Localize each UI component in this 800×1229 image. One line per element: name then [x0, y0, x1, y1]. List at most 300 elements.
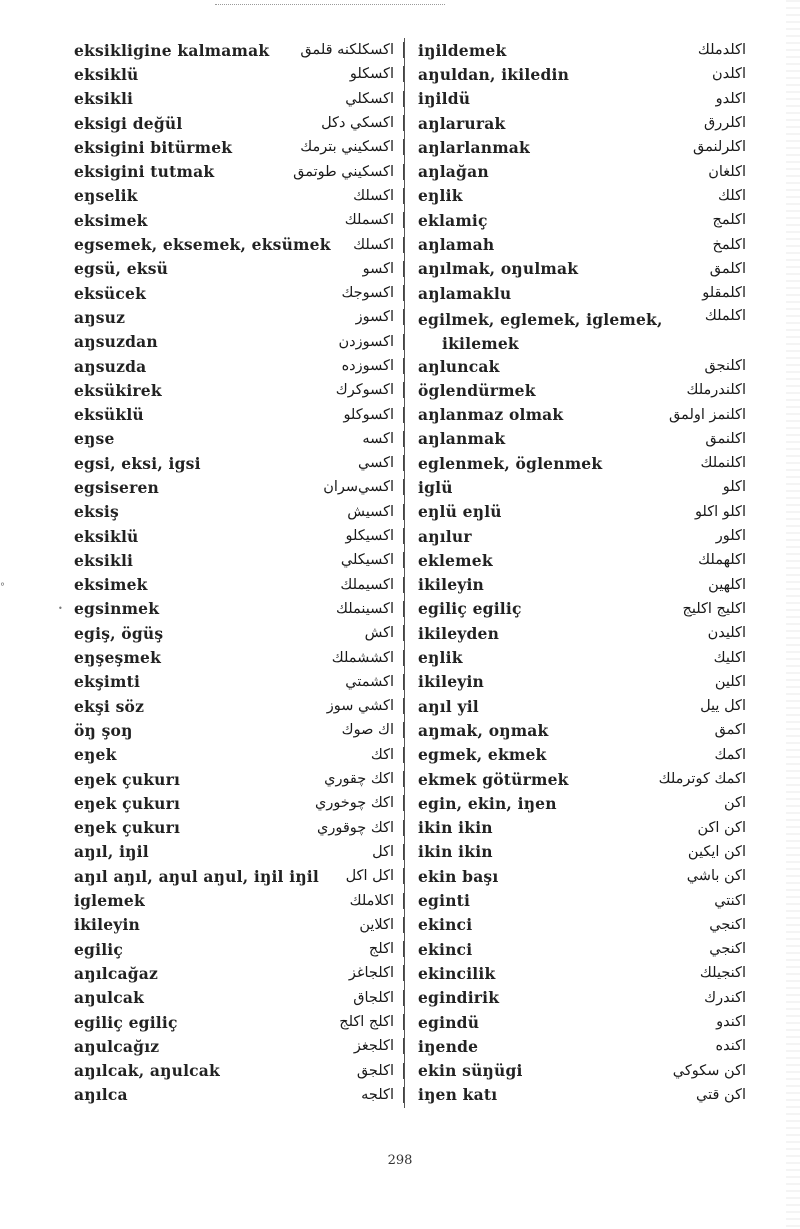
- entry-latin-headword: [74, 891, 145, 910]
- dictionary-entry: [74, 1083, 404, 1107]
- dictionary-entry: [418, 184, 754, 208]
- entry-arabic-script: اكسلك: [353, 237, 404, 253]
- dictionary-entry: [74, 1058, 404, 1082]
- entry-arabic-script: اكليج اكليج: [682, 600, 746, 617]
- dictionary-entry: [74, 451, 404, 475]
- entry-latin-text: aŋılur: [418, 526, 472, 546]
- entry-arabic-script: اكن قتي: [696, 1086, 746, 1103]
- entry-latin-text: eksükirek: [74, 380, 162, 400]
- dictionary-entry: [74, 961, 404, 985]
- entry-latin-text: eŋek çukurı: [74, 769, 181, 789]
- entry-arabic-script: اكلجغز: [354, 1038, 404, 1054]
- entry-latin-headword: [418, 624, 499, 643]
- entry-latin-headword: [74, 1061, 220, 1080]
- entry-latin-headword: [418, 502, 502, 521]
- entry-latin-headword: [74, 65, 139, 84]
- entry-latin-headword: [418, 988, 499, 1007]
- dictionary-entry: [74, 232, 404, 256]
- entry-latin-text: aŋılcağaz: [74, 963, 159, 983]
- dictionary-entry: [74, 208, 404, 232]
- entry-arabic-script: اكلدملك: [697, 42, 746, 59]
- entry-latin-text: eŋek çukurı: [74, 793, 181, 813]
- entry-latin-text: iŋildemek: [418, 40, 507, 60]
- dictionary-entry: [418, 864, 754, 888]
- dictionary-entry: [74, 986, 404, 1010]
- dictionary-entry: [74, 330, 404, 354]
- dictionary-entry: [74, 743, 404, 767]
- dictionary-entry: [418, 913, 754, 937]
- entry-latin-headword: [418, 429, 505, 448]
- dictionary-entry: [418, 451, 754, 475]
- entry-arabic-script: اكلدن: [712, 66, 746, 83]
- entry-latin-headword: [418, 65, 569, 84]
- dictionary-entry: [74, 281, 404, 305]
- dictionary-entry: [74, 135, 404, 159]
- dictionary-entry: [74, 791, 404, 815]
- entry-arabic-script: اكك چقوري: [324, 771, 404, 787]
- entry-latin-headword: [418, 405, 563, 424]
- entry-latin-headword: [418, 1085, 497, 1104]
- entry-latin-headword: [74, 745, 117, 764]
- entry-latin-headword: [418, 891, 470, 910]
- entry-latin-text: eksikli: [74, 89, 134, 109]
- entry-latin-text: ikin ikin: [418, 818, 493, 838]
- entry-latin-headword: [74, 114, 182, 133]
- dictionary-entry: [418, 767, 754, 791]
- entry-latin-text: ikileyden: [418, 623, 500, 643]
- entry-arabic-script: اكسوجك: [341, 285, 404, 301]
- entry-latin-text: aŋılmak, oŋulmak: [418, 259, 579, 279]
- entry-arabic-script: اكن سكوكي: [672, 1062, 746, 1079]
- entry-latin-headword: [74, 138, 232, 157]
- dictionary-entry: [74, 184, 404, 208]
- entry-arabic-script: اكنجيلك: [699, 965, 746, 982]
- entry-latin-text: eksikligine kalmamak: [74, 40, 270, 60]
- entry-latin-text: iglü: [418, 477, 453, 497]
- dictionary-entry: [418, 937, 754, 961]
- entry-latin-headword: [418, 211, 488, 230]
- entry-latin-text: ekin başı: [418, 866, 499, 886]
- entry-latin-text: aŋsuzda: [74, 356, 147, 376]
- dictionary-entry: [418, 597, 754, 621]
- entry-latin-headword: [418, 745, 547, 764]
- entry-arabic-script: اكسو: [363, 261, 404, 277]
- dictionary-entry: [418, 305, 754, 354]
- entry-latin-headword: [418, 551, 493, 570]
- entry-latin-text: eksigini bitürmek: [74, 137, 233, 157]
- entry-arabic-script: اكل: [372, 844, 404, 860]
- dictionary-entry: [418, 694, 754, 718]
- entry-latin-text: iŋen katı: [418, 1085, 498, 1105]
- entry-arabic-script: اكك: [371, 747, 404, 763]
- entry-latin-text: egiliç egiliç: [74, 1012, 178, 1032]
- entry-latin-headword: [418, 235, 494, 254]
- entry-latin-continuation: ikilemek: [442, 334, 519, 354]
- entry-arabic-script: اكسكلكنه قلمق: [300, 42, 404, 58]
- entry-latin-text: eksiklü: [74, 526, 139, 546]
- entry-latin-text: eksikli: [74, 550, 134, 570]
- entry-latin-text: eksigi değül: [74, 113, 183, 133]
- entry-arabic-script: اكسكلي: [345, 91, 404, 107]
- entry-latin-text: ikin ikin: [418, 842, 493, 862]
- entry-arabic-script: اكلين: [714, 673, 746, 690]
- entry-latin-headword: [74, 940, 123, 959]
- entry-latin-headword: [74, 672, 140, 691]
- entry-latin-headword: [418, 138, 530, 157]
- entry-latin-text: eginti: [418, 891, 471, 911]
- entry-latin-headword: [74, 697, 144, 716]
- dictionary-entry: [418, 961, 754, 985]
- dictionary-entry: [74, 159, 404, 183]
- entry-latin-headword: [418, 697, 479, 716]
- entry-latin-text: aŋılca: [74, 1085, 128, 1105]
- dictionary-entry: [418, 38, 754, 62]
- entry-arabic-script: اكلمق: [709, 260, 746, 277]
- entry-latin-text: eksüklü: [74, 405, 144, 425]
- entry-latin-headword: [74, 502, 119, 521]
- entry-latin-headword: [418, 41, 506, 60]
- entry-latin-text: aŋlanmak: [418, 429, 506, 449]
- entry-latin-text: egsü, eksü: [74, 259, 169, 279]
- dictionary-entry: [418, 427, 754, 451]
- entry-arabic-script: اكل اكل: [346, 868, 404, 884]
- scan-edge-noise: [786, 0, 800, 1229]
- entry-arabic-script: اكسوزده: [342, 358, 404, 374]
- entry-latin-headword: [418, 284, 511, 303]
- entry-latin-headword: [418, 1061, 523, 1080]
- dictionary-entry: [74, 354, 404, 378]
- entry-latin-headword: [418, 454, 602, 473]
- entry-arabic-script: اكنجي: [709, 916, 746, 933]
- dictionary-entry: [74, 670, 404, 694]
- entry-arabic-script: اكسيكلو: [345, 528, 404, 544]
- entry-latin-headword: [74, 162, 214, 181]
- entry-latin-headword: [74, 988, 144, 1007]
- entry-latin-text: ekşimti: [74, 672, 141, 692]
- dictionary-entry: [74, 888, 404, 912]
- entry-latin-text: eŋlik: [418, 648, 463, 668]
- entry-latin-text: eŋse: [74, 429, 115, 449]
- entry-latin-text: aŋıl, iŋil: [74, 842, 149, 862]
- entry-arabic-script: اكلمخ: [712, 236, 746, 253]
- entry-latin-headword: [74, 721, 133, 740]
- entry-latin-headword: [418, 599, 522, 618]
- entry-arabic-script: اكمك كوترملك: [658, 771, 746, 788]
- entry-latin-headword: [418, 672, 484, 691]
- entry-latin-text: aŋulcak: [74, 988, 145, 1008]
- entry-latin-text: aŋıl aŋıl, aŋul aŋul, iŋil iŋil: [74, 866, 319, 886]
- entry-latin-headword: [74, 332, 158, 351]
- entry-latin-text: aŋulcağız: [74, 1036, 160, 1056]
- entry-arabic-script: اكلنمق: [705, 430, 746, 447]
- entry-latin-headword: [418, 842, 493, 861]
- entry-arabic-script: اكلمج: [712, 212, 746, 229]
- entry-latin-headword: [418, 964, 495, 983]
- entry-arabic-script: اكلج: [369, 941, 404, 957]
- entry-latin-text: ekincilik: [418, 963, 496, 983]
- entry-latin-text: ikileyin: [418, 672, 485, 692]
- column-divider: [404, 38, 405, 1108]
- entry-latin-text: ekin süŋügi: [418, 1061, 523, 1081]
- entry-arabic-script: اكلج اكلج: [339, 1014, 404, 1030]
- dictionary-entry: [418, 1083, 754, 1107]
- entry-latin-text: aŋlamah: [418, 235, 495, 255]
- dictionary-entry: [418, 816, 754, 840]
- entry-latin-headword: [74, 648, 161, 667]
- entry-latin-headword: [74, 575, 148, 594]
- entry-latin-headword: [418, 818, 493, 837]
- entry-arabic-script: اكسكلو: [350, 66, 404, 82]
- entry-arabic-script: اكلررق: [704, 115, 746, 132]
- entry-arabic-script: اكك چوقوري: [317, 820, 404, 836]
- entry-arabic-script: اكن ايكين: [687, 843, 746, 860]
- entry-latin-text: eklemek: [418, 550, 493, 570]
- entry-latin-text: eŋlü eŋlü: [418, 502, 502, 522]
- entry-latin-headword: [418, 915, 472, 934]
- entry-latin-headword: [418, 114, 505, 133]
- dictionary-entry: [418, 670, 754, 694]
- entry-latin-text: aŋluncak: [418, 356, 500, 376]
- entry-arabic-script: اكسيش: [347, 504, 404, 520]
- dictionary-entry: [418, 281, 754, 305]
- entry-latin-headword: [418, 867, 498, 886]
- entry-latin-headword: [74, 454, 201, 473]
- entry-arabic-script: اكلنجق: [704, 358, 746, 374]
- entry-latin-headword: [74, 89, 133, 108]
- dictionary-entry: [74, 427, 404, 451]
- entry-arabic-script: اكلنمز اولمق: [668, 406, 746, 423]
- entry-arabic-script: اكسكي دكل: [321, 115, 404, 131]
- entry-latin-text: egindü: [418, 1012, 480, 1032]
- entry-latin-text: egiş, ögüş: [74, 623, 164, 643]
- entry-latin-text: aŋılcak, aŋulcak: [74, 1061, 220, 1081]
- entry-arabic-script: اكلجه: [361, 1087, 404, 1103]
- entry-arabic-script: اكلهين: [708, 576, 746, 593]
- dictionary-entry: [418, 135, 754, 159]
- entry-latin-text: eksücek: [74, 283, 147, 303]
- entry-latin-headword: [74, 1085, 128, 1104]
- entry-arabic-script: اكندو: [716, 1014, 746, 1031]
- entry-latin-headword: [418, 1037, 478, 1056]
- entry-arabic-script: اكسي‌سران: [323, 479, 404, 495]
- dictionary-entry: [418, 232, 754, 256]
- dictionary-entry: [74, 767, 404, 791]
- entry-arabic-script: اكلو اكلو: [694, 503, 746, 520]
- entry-latin-text: iglemek: [74, 891, 145, 911]
- entry-latin-headword: [74, 41, 269, 60]
- entry-latin-text: eksimek: [74, 210, 148, 230]
- entry-arabic-script: اكلندرملك: [686, 382, 746, 399]
- entry-latin-headword: [418, 162, 489, 181]
- entry-latin-headword: [74, 599, 159, 618]
- entry-latin-headword: [418, 357, 500, 376]
- entry-latin-headword: [74, 818, 180, 837]
- entry-latin-headword: [418, 1013, 479, 1032]
- entry-latin-text: aŋlamaklu: [418, 283, 512, 303]
- dictionary-entry: [74, 305, 404, 329]
- entry-arabic-script: اكليك: [713, 649, 746, 666]
- entry-arabic-script: اكشمتي: [345, 674, 404, 690]
- entry-arabic-script: اكسوزدن: [339, 334, 404, 350]
- entry-arabic-script: اكسينملك: [336, 601, 404, 617]
- dictionary-entry: [418, 475, 754, 499]
- dictionary-entry: [74, 645, 404, 669]
- dictionary-entry: [74, 816, 404, 840]
- dictionary-entry: [418, 87, 754, 111]
- entry-latin-headword: [418, 794, 557, 813]
- dictionary-entry: [74, 475, 404, 499]
- entry-latin-text: egsemek, eksemek, eksümek: [74, 235, 331, 255]
- left-dictionary-column: [74, 38, 404, 1107]
- dictionary-entry: [418, 402, 754, 426]
- page-number: 298: [387, 1153, 413, 1168]
- entry-latin-text: ikileyin: [74, 915, 141, 935]
- dictionary-entry: [74, 87, 404, 111]
- dictionary-entry: [418, 1034, 754, 1058]
- entry-latin-text: iŋende: [418, 1036, 479, 1056]
- entry-latin-headword: [418, 89, 470, 108]
- dictionary-entry: [74, 62, 404, 86]
- dictionary-entry: [418, 621, 754, 645]
- entry-latin-headword: [418, 478, 453, 497]
- entry-arabic-script: اكن اكن: [697, 819, 746, 836]
- entry-latin-headword: [418, 940, 472, 959]
- entry-latin-text: eglenmek, öglenmek: [418, 453, 603, 473]
- dictionary-entry: [74, 1010, 404, 1034]
- entry-latin-headword: [74, 186, 138, 205]
- dictionary-entry: [418, 354, 754, 378]
- entry-arabic-script: اكلملك: [704, 308, 746, 325]
- entry-latin-headword: [74, 1013, 178, 1032]
- entry-latin-text: eŋşeşmek: [74, 648, 162, 668]
- dictionary-entry: [418, 840, 754, 864]
- dictionary-entry: [418, 718, 754, 742]
- dictionary-entry: [418, 888, 754, 912]
- entry-latin-headword: [74, 867, 319, 886]
- entry-latin-text: eklamiç: [418, 210, 488, 230]
- dictionary-entry: [74, 548, 404, 572]
- entry-latin-headword: [418, 381, 536, 400]
- dictionary-entry: [418, 62, 754, 86]
- entry-latin-headword: [74, 842, 149, 861]
- entry-arabic-script: اكن: [724, 795, 746, 812]
- entry-latin-text: eksiklü: [74, 64, 139, 84]
- entry-arabic-script: اكلنملك: [700, 455, 746, 472]
- entry-arabic-script: اكن باشي: [686, 868, 746, 885]
- entry-latin-headword: [418, 527, 472, 546]
- entry-arabic-script: اكليدن: [707, 625, 746, 642]
- entry-latin-text: aŋsuzdan: [74, 332, 158, 352]
- entry-latin-text: egindirik: [418, 988, 500, 1008]
- dictionary-entry: [418, 573, 754, 597]
- entry-arabic-script: اكسكيني بترمك: [300, 139, 404, 155]
- entry-latin-headword: [74, 551, 133, 570]
- entry-arabic-script: اكسيملك: [340, 577, 404, 593]
- entry-latin-text: egsiseren: [74, 477, 159, 497]
- entry-arabic-script: اكلجق: [357, 1063, 404, 1079]
- entry-latin-text: ekşi söz: [74, 696, 145, 716]
- dictionary-entry: [418, 743, 754, 767]
- entry-arabic-script: اكنده: [715, 1038, 746, 1055]
- dictionary-entry: [74, 402, 404, 426]
- entry-latin-headword: [74, 405, 144, 424]
- entry-arabic-script: اكلاملك: [350, 893, 404, 909]
- dictionary-entry: [418, 986, 754, 1010]
- entry-arabic-script: اكلو: [722, 479, 746, 496]
- entry-arabic-script: اكسملك: [345, 212, 404, 228]
- entry-arabic-script: اكندرك: [704, 989, 746, 1006]
- entry-latin-headword: [74, 357, 146, 376]
- entry-latin-headword: [418, 308, 668, 356]
- entry-arabic-script: اك صوك: [342, 722, 404, 738]
- dictionary-entry: [74, 257, 404, 281]
- entry-latin-text: ekmek götürmek: [418, 769, 569, 789]
- entry-latin-text: aŋmak, oŋmak: [418, 720, 549, 740]
- scan-bullet: •: [58, 604, 63, 613]
- entry-latin-text: egiliç egiliç: [418, 599, 522, 619]
- entry-arabic-script: اكسوز: [356, 309, 404, 325]
- entry-latin-headword: [74, 381, 162, 400]
- entry-latin-headword: [418, 186, 463, 205]
- dictionary-entry: [74, 38, 404, 62]
- entry-latin-text: aŋlanmaz olmak: [418, 405, 564, 425]
- entry-latin-text: öglendürmek: [418, 380, 536, 400]
- dictionary-entry: [418, 159, 754, 183]
- dictionary-entry: [74, 937, 404, 961]
- dictionary-entry: [418, 524, 754, 548]
- entry-arabic-script: اكلور: [715, 528, 746, 545]
- entry-arabic-script: اكلدو: [715, 90, 746, 107]
- entry-latin-text: öŋ şoŋ: [74, 720, 133, 740]
- entry-latin-text: ekinci: [418, 915, 473, 935]
- dictionary-entry: [418, 645, 754, 669]
- entry-latin-headword: [418, 575, 484, 594]
- dictionary-entry: [74, 840, 404, 864]
- entry-latin-headword: [74, 624, 163, 643]
- entry-latin-text: eŋselik: [74, 186, 138, 206]
- entry-latin-text: egiliç: [74, 939, 124, 959]
- entry-arabic-script: اكلرلنمق: [692, 139, 746, 156]
- entry-latin-text: aŋsuz: [74, 307, 126, 327]
- entry-latin-headword: [74, 478, 159, 497]
- dictionary-entry: [74, 913, 404, 937]
- entry-latin-text: egsinmek: [74, 599, 160, 619]
- entry-arabic-script: اكسكيني طوتمق: [293, 164, 404, 180]
- entry-latin-text: egmek, ekmek: [418, 745, 547, 765]
- dictionary-entry: [74, 378, 404, 402]
- dictionary-entry: [74, 500, 404, 524]
- entry-latin-text: eksigini tutmak: [74, 162, 215, 182]
- entry-arabic-script: اكسيكلي: [341, 552, 404, 568]
- entry-arabic-script: اكسوكرك: [336, 382, 404, 398]
- dictionary-entry: [418, 111, 754, 135]
- entry-latin-text: eŋlik: [418, 186, 463, 206]
- entry-latin-headword: [74, 794, 180, 813]
- entry-latin-headword: [74, 211, 148, 230]
- entry-arabic-script: اكلغان: [708, 163, 746, 180]
- entry-arabic-script: اكلجاغز: [349, 965, 404, 981]
- entry-latin-text: eksimek: [74, 575, 148, 595]
- entry-latin-text: iŋildü: [418, 89, 471, 109]
- entry-arabic-script: اكسوكلو: [343, 407, 404, 423]
- entry-latin-headword: [74, 527, 139, 546]
- entry-latin-headword: [74, 284, 146, 303]
- entry-arabic-script: اكنتي: [714, 892, 746, 909]
- entry-arabic-script: اكسي: [358, 455, 404, 471]
- entry-latin-text: aŋıl yil: [418, 696, 479, 716]
- entry-latin-text: eŋek: [74, 745, 117, 765]
- entry-arabic-script: اكك چوخوري: [315, 795, 404, 811]
